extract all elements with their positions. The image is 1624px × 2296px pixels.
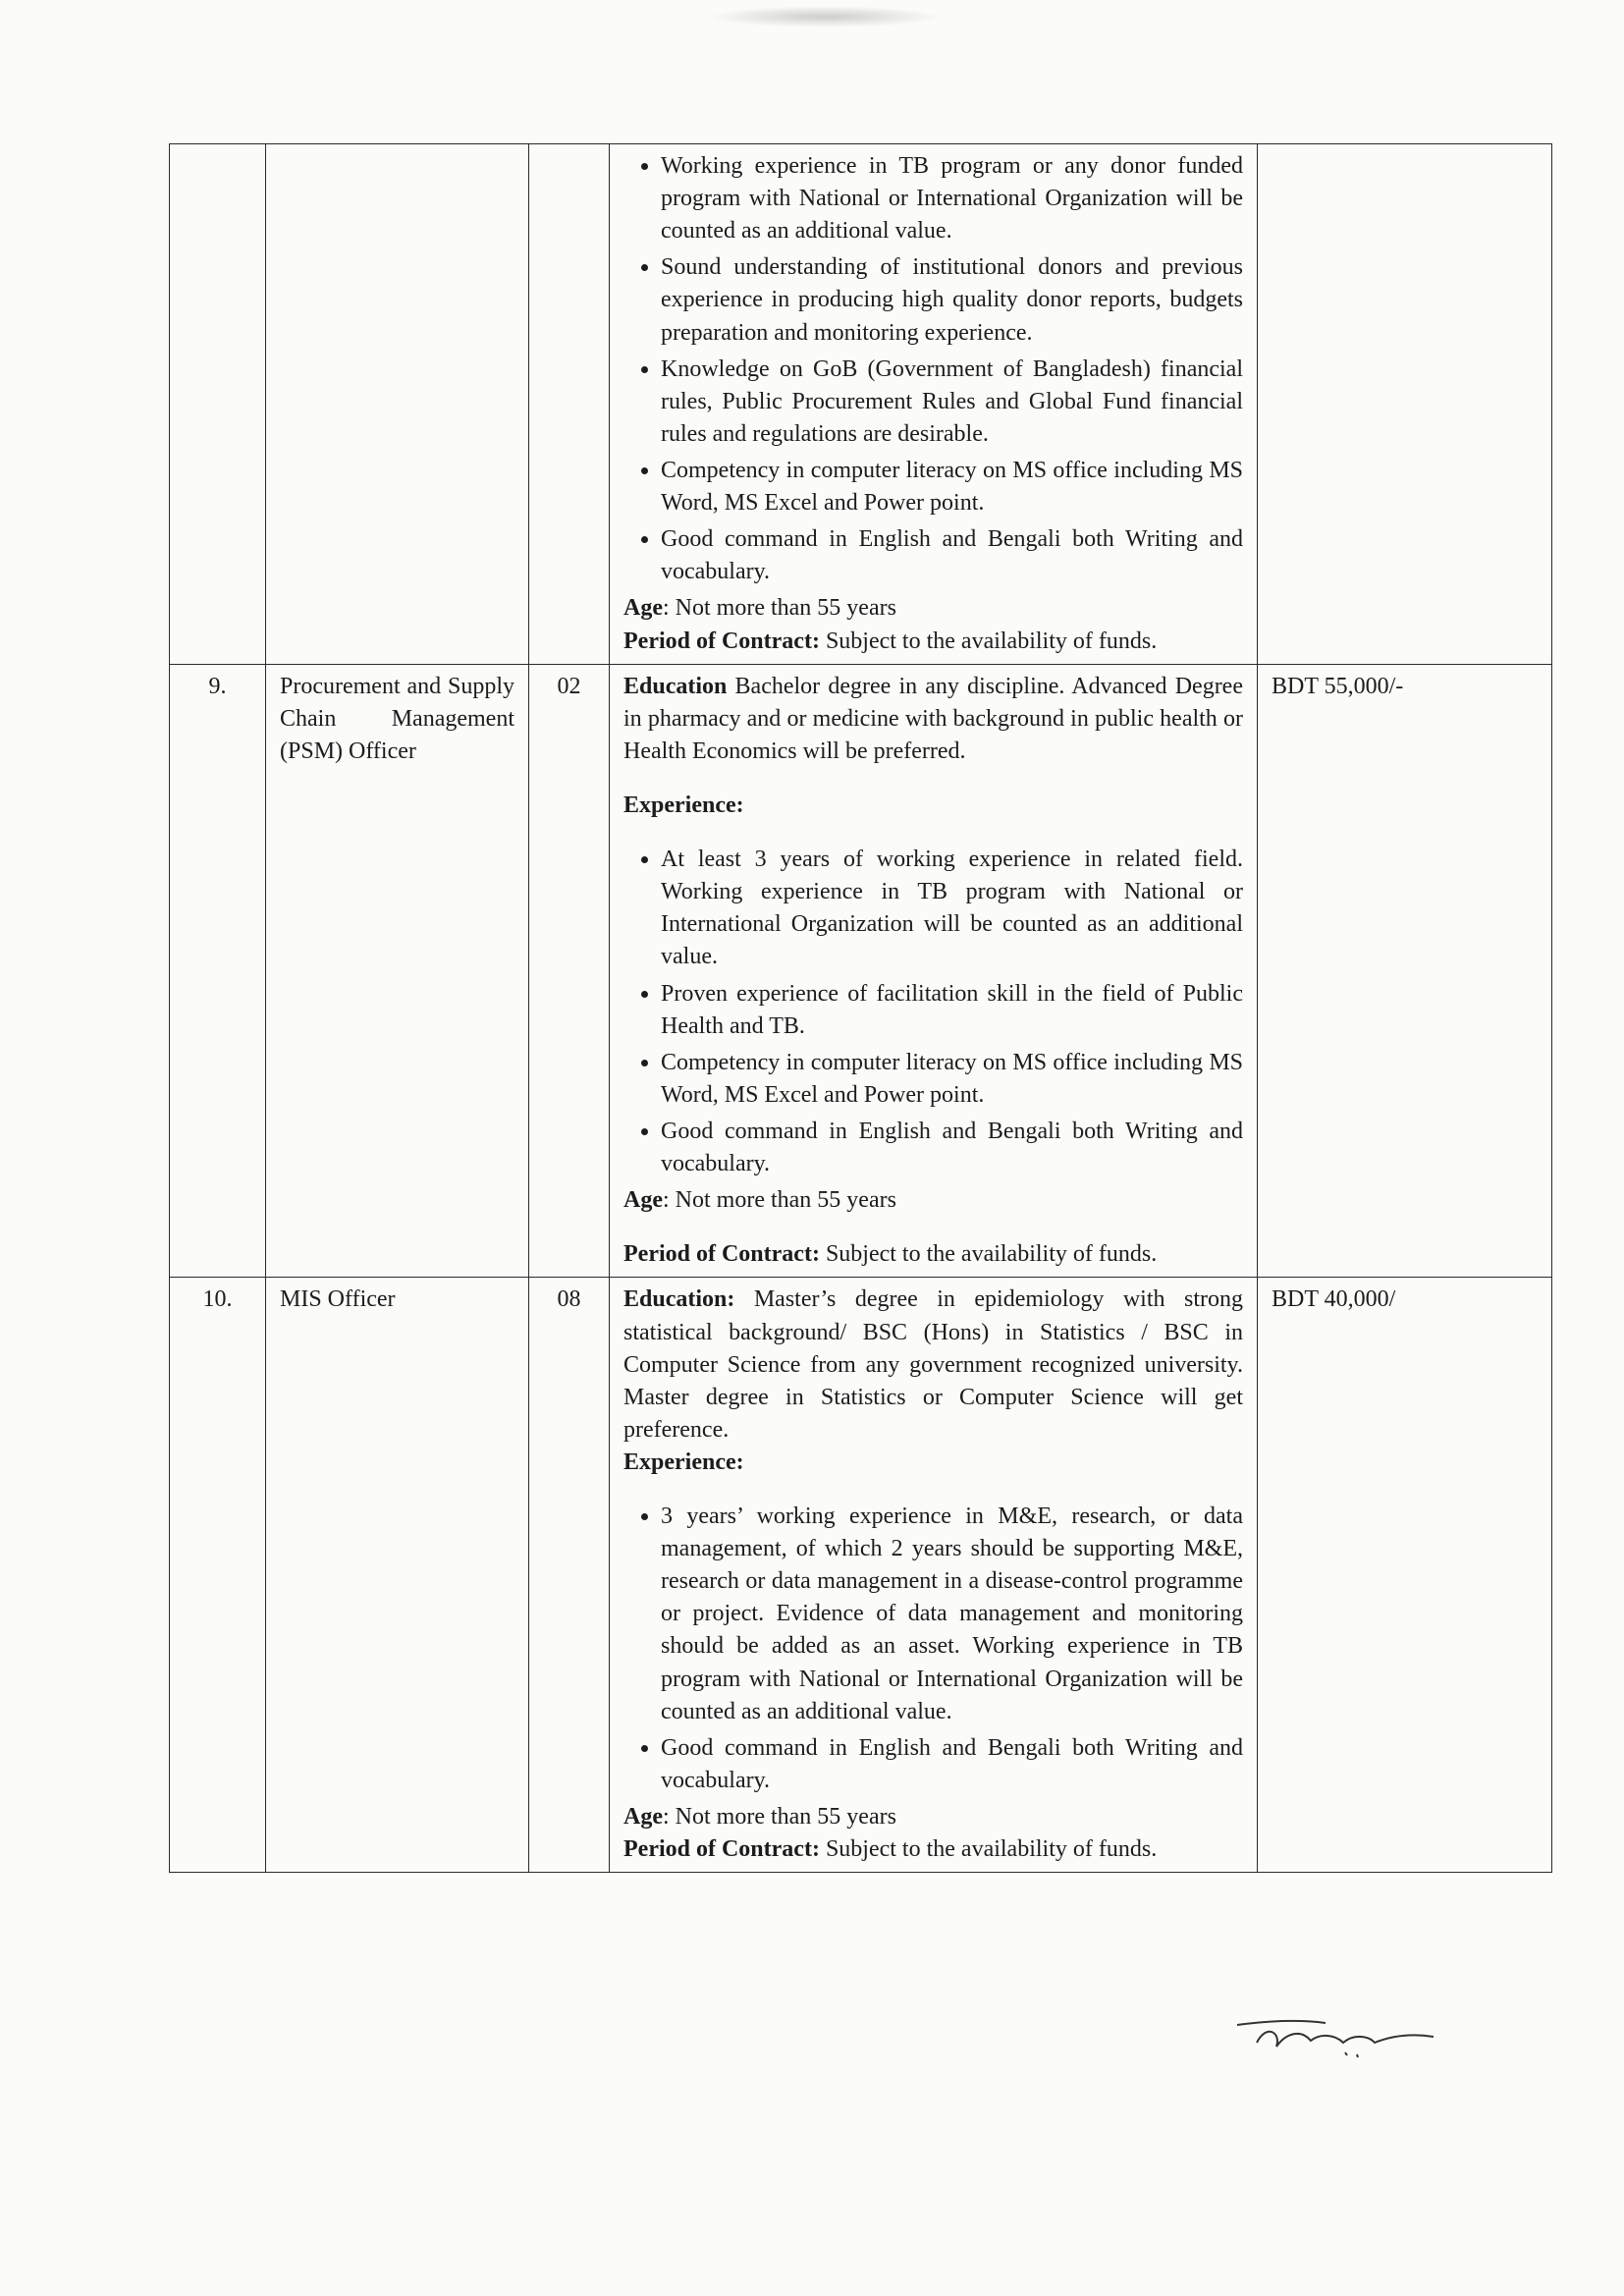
contract-period bbox=[623, 1833, 1243, 1866]
contract-label: Period of Contract: bbox=[623, 1836, 820, 1863]
education-label: Education: bbox=[623, 1286, 735, 1313]
position-cell bbox=[266, 144, 529, 665]
list-item: • Sound understanding of institutional donors and previous experience in producing high quality donor reports, budgets preparation and monitoring experience. bbox=[661, 251, 1243, 349]
job-positions-table bbox=[169, 143, 1552, 1873]
experience-bullet-list bbox=[623, 844, 1243, 1180]
list-item: • Knowledge on GoB (Government of Bangladesh) financial rules, Public Procurement Rules and Global Fund financial rules and regulations are desirable. bbox=[661, 354, 1243, 451]
experience-heading bbox=[623, 790, 1243, 822]
age-label: Age bbox=[623, 1187, 663, 1214]
sl-cell: 9. bbox=[170, 664, 266, 1278]
list-item: • 3 years’ working experience in M&E, research, or data management, of which 2 years should be supporting M&E, research or data management in a disease-control programme or project. Evidence of data management and monitoring should be added as an asset. Working experience in TB program with National or International Organization will be counted as an additional value. bbox=[661, 1501, 1243, 1728]
age-label: Age bbox=[623, 1804, 663, 1831]
education-text: Master’s degree in epidemiology with strong statistical background/ BSC (Hons) in Statistics / BSC in Computer Science from any government recognized university. Master degree in Statistics or Computer Science will get preference. bbox=[623, 1286, 1243, 1443]
salary-cell: BDT 55,000/- bbox=[1258, 664, 1552, 1278]
age-requirement bbox=[623, 1184, 1243, 1217]
handwritten-signature bbox=[1227, 2003, 1463, 2062]
contract-period bbox=[623, 626, 1243, 658]
experience-bullet-list bbox=[623, 150, 1243, 588]
list-item: • At least 3 years of working experience in related field. Working experience in TB program with National or International Organization will be counted as an additional value. bbox=[661, 844, 1243, 973]
number-cell: 08 bbox=[529, 1278, 610, 1873]
list-item: • Competency in computer literacy on MS office including MS Word, MS Excel and Power point. bbox=[661, 455, 1243, 519]
number-cell bbox=[529, 144, 610, 665]
requirements-cell bbox=[610, 1278, 1258, 1873]
education-text: Bachelor degree in any discipline. Advanced Degree in pharmacy and or medicine with background in public health or Health Economics will be preferred. bbox=[623, 673, 1243, 764]
list-item: • Good command in English and Bengali both Writing and vocabulary. bbox=[661, 1732, 1243, 1797]
age-requirement bbox=[623, 592, 1243, 625]
position-cell: Procurement and Supply Chain Management (PSM) Officer bbox=[266, 664, 529, 1278]
education-requirement bbox=[623, 1284, 1243, 1447]
sl-cell: 10. bbox=[170, 1278, 266, 1873]
experience-heading bbox=[623, 1447, 1243, 1479]
age-text: : Not more than 55 years bbox=[662, 1804, 896, 1831]
list-item: • Good command in English and Bengali both Writing and vocabulary. bbox=[661, 523, 1243, 588]
contract-text: Subject to the availability of funds. bbox=[819, 1836, 1158, 1863]
table-row-10 bbox=[170, 1278, 1552, 1873]
age-text: : Not more than 55 years bbox=[662, 595, 896, 622]
list-item: • Good command in English and Bengali both Writing and vocabulary. bbox=[661, 1116, 1243, 1180]
list-item: • Proven experience of facilitation skill in the field of Public Health and TB. bbox=[661, 978, 1243, 1043]
position-cell: MIS Officer bbox=[266, 1278, 529, 1873]
education-label: Education bbox=[623, 673, 728, 699]
number-cell: 02 bbox=[529, 664, 610, 1278]
table-row-9 bbox=[170, 664, 1552, 1278]
salary-cell bbox=[1258, 144, 1552, 665]
age-label: Age bbox=[623, 595, 663, 622]
sl-cell bbox=[170, 144, 266, 665]
contract-label: Period of Contract: bbox=[623, 628, 820, 654]
requirements-cell bbox=[610, 664, 1258, 1278]
salary-cell: BDT 40,000/ bbox=[1258, 1278, 1552, 1873]
contract-period bbox=[623, 1238, 1243, 1271]
contract-text: Subject to the availability of funds. bbox=[819, 1241, 1158, 1268]
list-item: • Competency in computer literacy on MS office including MS Word, MS Excel and Power point. bbox=[661, 1047, 1243, 1112]
age-requirement bbox=[623, 1801, 1243, 1833]
experience-label: Experience: bbox=[623, 1449, 744, 1475]
experience-label: Experience: bbox=[623, 792, 744, 818]
list-item: • Working experience in TB program or any donor funded program with National or International Organization will be counted as an additional value. bbox=[661, 150, 1243, 247]
contract-label: Period of Contract: bbox=[623, 1241, 820, 1268]
age-text: : Not more than 55 years bbox=[662, 1187, 896, 1214]
contract-text: Subject to the availability of funds. bbox=[819, 628, 1158, 654]
table-row-continuation bbox=[170, 144, 1552, 665]
experience-bullet-list bbox=[623, 1501, 1243, 1797]
education-requirement bbox=[623, 671, 1243, 768]
scan-smudge bbox=[707, 6, 943, 27]
requirements-cell bbox=[610, 144, 1258, 665]
